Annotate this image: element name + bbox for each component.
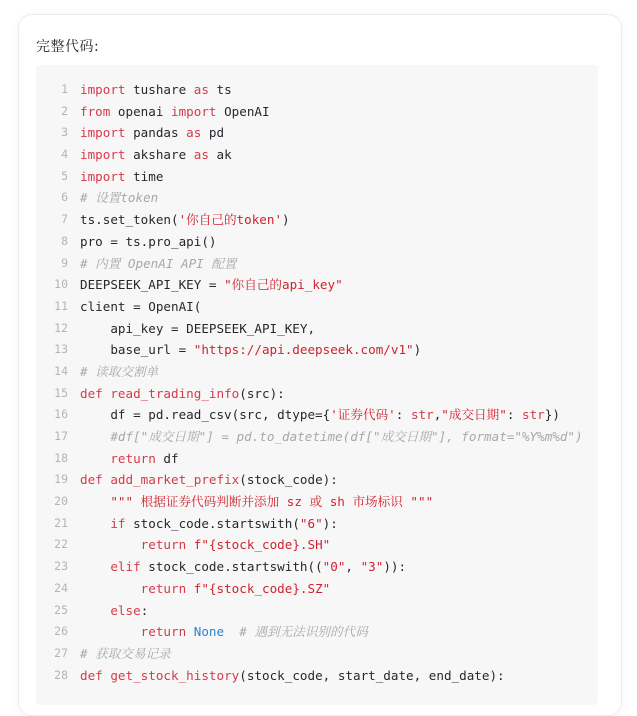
line-number: 24 [54, 580, 68, 595]
code-token: """ 根据证券代码判断并添加 sz 或 sh 市场标识 """ [110, 494, 434, 510]
code-token: import [80, 125, 126, 141]
code-text [80, 339, 421, 361]
code-token [80, 603, 110, 618]
code-text [80, 166, 163, 188]
code-token: return [110, 450, 156, 466]
line-number: 16 [54, 407, 68, 422]
line-number: 1 [61, 82, 68, 96]
code-token [186, 537, 194, 552]
code-text [80, 79, 232, 101]
code-token [224, 624, 239, 639]
code-block[interactable] [36, 65, 598, 705]
code-line [36, 448, 598, 470]
code-text [80, 469, 338, 491]
code-token: "0" [322, 559, 346, 575]
code-line [36, 600, 598, 622]
code-line [36, 144, 598, 166]
line-number: 15 [54, 385, 68, 400]
code-lines [36, 79, 598, 686]
line-number: 6 [61, 190, 68, 205]
code-token [80, 537, 141, 552]
code-line [36, 318, 598, 340]
code-line [36, 534, 598, 556]
code-token: (src): [239, 385, 285, 401]
code-token: from [80, 103, 111, 119]
line-number: 22 [54, 537, 68, 552]
code-token [80, 494, 110, 509]
code-token: time [125, 168, 164, 184]
code-token: : [395, 407, 411, 423]
code-token: (stock_code, start_date, end_date): [239, 667, 505, 683]
code-token: pd [201, 125, 225, 141]
code-text [80, 665, 505, 687]
code-token: ak [208, 147, 232, 163]
code-token: str [410, 407, 434, 423]
code-token: import [80, 82, 126, 97]
line-number: 10 [54, 277, 68, 292]
code-token: '你自己的token' [178, 212, 283, 228]
code-line [36, 621, 598, 643]
line-number: 27 [54, 645, 68, 660]
code-text [80, 361, 158, 383]
code-token: stock_code.startswith(( [140, 559, 323, 575]
code-text [80, 101, 270, 123]
code-text [80, 187, 158, 209]
code-token: '证券代码' [330, 407, 396, 423]
code-token: else [110, 602, 141, 618]
line-number: 4 [61, 147, 68, 162]
code-text [80, 426, 583, 448]
code-line [36, 79, 598, 101]
code-token: as [186, 125, 202, 141]
code-token [80, 559, 110, 574]
code-line [36, 426, 598, 448]
code-text [80, 621, 368, 643]
code-token: if [110, 515, 126, 531]
code-line [36, 469, 598, 491]
code-token [186, 624, 194, 639]
code-text [80, 209, 290, 231]
code-token: ): [322, 515, 338, 531]
line-number: 8 [61, 233, 68, 248]
code-text [80, 253, 237, 275]
line-number: 23 [54, 559, 68, 574]
code-token: "3" [360, 559, 384, 575]
code-token: # 遇到无法识别的代码 [239, 624, 368, 640]
code-text [80, 600, 148, 622]
code-token [80, 581, 141, 596]
code-token: #df["成交日期"] = pd.to_datetime(df["成交日期"], format="%Y%m%d") [80, 429, 583, 444]
line-number: 25 [54, 602, 68, 617]
code-token: df [155, 450, 179, 466]
code-text [80, 534, 330, 556]
line-number: 19 [54, 472, 68, 487]
code-text [80, 144, 232, 166]
code-token: "成交日期" [441, 407, 507, 423]
code-token [80, 451, 110, 466]
code-token: def [80, 472, 103, 488]
line-number: 12 [54, 320, 68, 335]
code-line [36, 404, 598, 426]
code-card [18, 14, 622, 716]
code-text [80, 231, 216, 253]
code-token: # 获取交易记录 [80, 645, 171, 661]
code-token: : [140, 602, 149, 618]
code-token: ts.set_token( [80, 212, 179, 228]
code-token: return [140, 537, 187, 553]
code-token [186, 581, 194, 596]
code-token [80, 624, 141, 639]
line-number: 18 [54, 450, 68, 465]
code-token: return [140, 624, 187, 640]
code-token: f"{stock_code}.SH" [193, 537, 331, 553]
code-text [80, 274, 343, 296]
code-line [36, 231, 598, 253]
code-text [80, 513, 338, 535]
code-token: import [80, 147, 126, 163]
code-line [36, 361, 598, 383]
code-token: get_stock_history [110, 667, 240, 683]
code-token: # 内置 OpenAI API 配置 [80, 255, 237, 271]
code-token: )): [383, 559, 407, 575]
code-line [36, 122, 598, 144]
line-number: 9 [61, 255, 68, 270]
code-token: (stock_code): [239, 472, 338, 488]
code-token: openai [110, 103, 172, 119]
code-token: "6" [299, 515, 323, 531]
code-token: read_trading_info [110, 385, 240, 401]
code-line [36, 643, 598, 665]
code-line [36, 578, 598, 600]
code-token: add_market_prefix [110, 472, 240, 488]
code-token: akshare [125, 147, 194, 163]
code-token: as [193, 147, 209, 163]
code-token: , [433, 407, 442, 423]
code-token: base_url = [80, 342, 194, 358]
code-token: f"{stock_code}.SZ" [193, 580, 331, 596]
code-text [80, 318, 315, 340]
line-number: 26 [54, 624, 68, 639]
line-number: 21 [54, 515, 68, 530]
code-text [80, 296, 201, 318]
code-token: # 读取交割单 [80, 363, 159, 379]
section-title: 完整代码: [36, 39, 100, 55]
code-line [36, 513, 598, 535]
code-token: str [522, 407, 545, 423]
code-token: , [345, 559, 361, 575]
code-token: api_key = DEEPSEEK_API_KEY, [80, 320, 316, 336]
code-line [36, 339, 598, 361]
line-number: 3 [61, 125, 68, 140]
code-text [80, 491, 433, 513]
code-token: tushare [125, 82, 194, 97]
line-number: 13 [54, 342, 68, 357]
code-token: : [506, 407, 522, 423]
line-number: 14 [54, 363, 68, 378]
code-line [36, 296, 598, 318]
line-number: 5 [61, 168, 68, 183]
code-token: def [80, 667, 103, 683]
code-token: ) [282, 212, 290, 228]
code-line [36, 253, 598, 275]
code-token: pro = ts.pro_api() [80, 233, 217, 249]
code-token: pandas [125, 125, 187, 141]
code-token: }) [544, 407, 560, 423]
code-line [36, 187, 598, 209]
code-text [80, 383, 285, 405]
code-text [80, 556, 406, 578]
code-text [80, 643, 171, 665]
line-number: 17 [54, 429, 68, 443]
line-number: 7 [61, 212, 68, 227]
code-token [80, 516, 110, 531]
code-token: import [171, 103, 217, 119]
code-token: client = OpenAI( [80, 298, 202, 314]
code-token: elif [110, 559, 141, 575]
code-token: ts [208, 82, 232, 97]
code-token: return [140, 580, 187, 596]
code-text [80, 122, 224, 144]
line-number: 20 [54, 494, 68, 509]
line-number: 28 [54, 667, 68, 682]
code-token: # 设置token [80, 190, 159, 206]
code-token: df = pd.read_csv(src, dtype={ [80, 407, 331, 423]
code-line [36, 166, 598, 188]
code-token: import [80, 168, 126, 184]
code-token: stock_code.startswith( [125, 515, 300, 531]
code-token: as [193, 82, 209, 97]
code-text [80, 578, 330, 600]
code-token: None [193, 624, 225, 640]
line-number: 2 [61, 103, 68, 118]
code-text [80, 404, 560, 426]
code-line [36, 383, 598, 405]
code-line [36, 491, 598, 513]
code-line [36, 665, 598, 687]
code-token: "https://api.deepseek.com/v1" [193, 342, 414, 358]
code-line [36, 274, 598, 296]
line-number: 11 [54, 298, 68, 313]
code-line [36, 101, 598, 123]
code-token: def [80, 385, 103, 401]
code-token: "你自己的api_key" [224, 277, 343, 293]
code-token: ) [413, 342, 422, 358]
code-token: DEEPSEEK_API_KEY = [80, 277, 225, 293]
code-text [80, 448, 179, 470]
code-token: OpenAI [216, 103, 270, 119]
code-line [36, 209, 598, 231]
code-line [36, 556, 598, 578]
